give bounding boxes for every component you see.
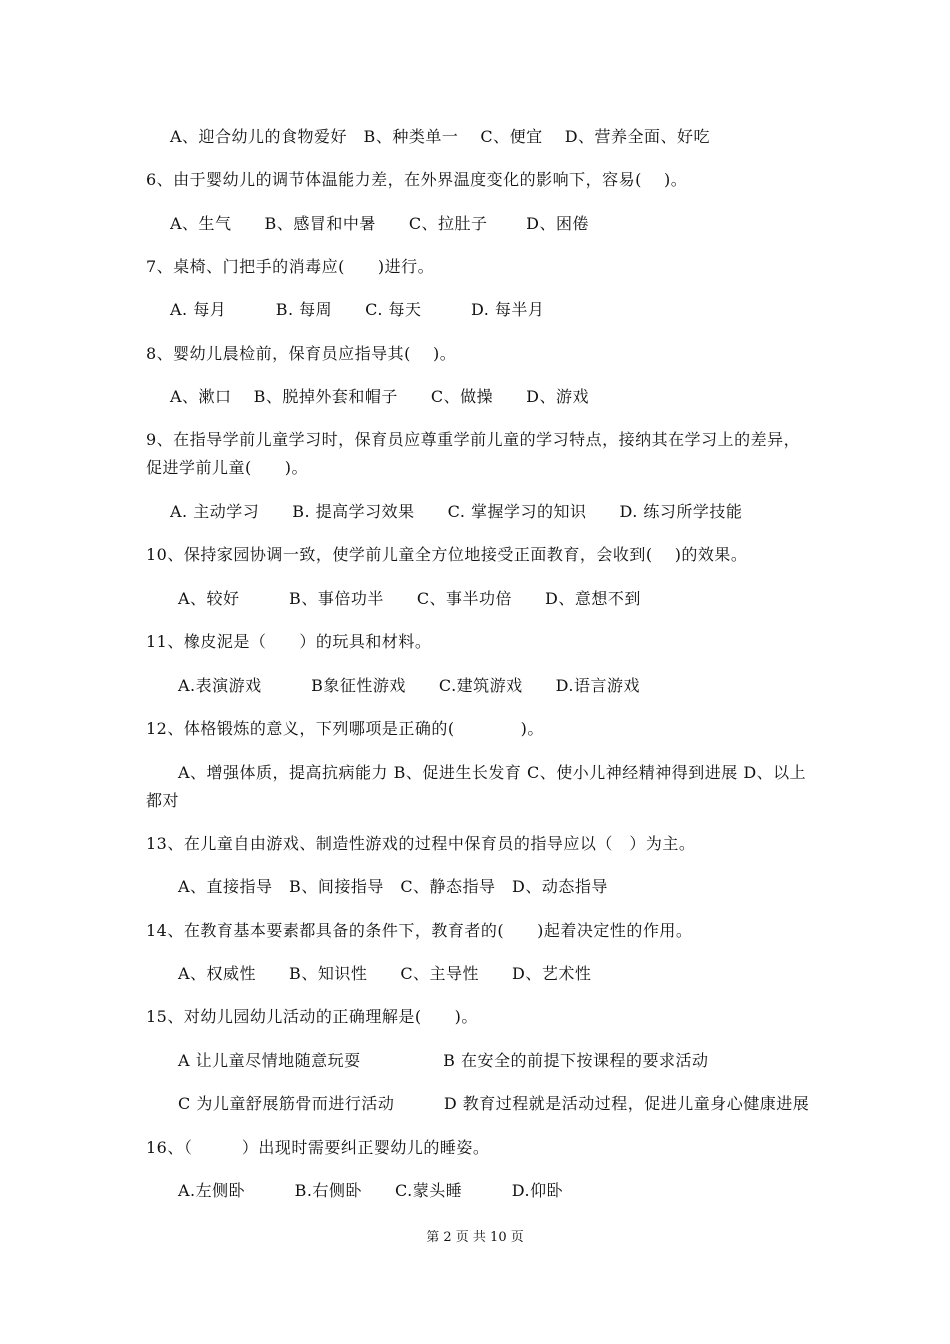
question-11-stem: 11、橡皮泥是（ ）的玩具和材料。 — [146, 632, 432, 651]
question-6-stem: 6、由于婴幼儿的调节体温能力差，在外界温度变化的影响下，容易( )。 — [146, 170, 688, 189]
question-13-stem: 13、在儿童自由游戏、制造性游戏的过程中保育员的指导应以（ ）为主。 — [146, 834, 696, 853]
question-12-options-line-2: 都对 — [146, 791, 180, 810]
question-15-options-line-1: A 让儿童尽情地随意玩耍 B 在安全的前提下按课程的要求活动 — [178, 1051, 709, 1070]
question-9-stem-line-1: 9、在指导学前儿童学习时，保育员应尊重学前儿童的学习特点，接纳其在学习上的差异， — [146, 430, 801, 449]
question-5-options: A、迎合幼儿的食物爱好 B、种类单一 C、便宜 D、营养全面、好吃 — [170, 127, 711, 146]
question-13-options: A、直接指导 B、间接指导 C、静态指导 D、动态指导 — [178, 877, 608, 896]
question-9-options: A. 主动学习 B. 提高学习效果 C. 掌握学习的知识 D. 练习所学技能 — [170, 502, 743, 521]
question-14-stem: 14、在教育基本要素都具备的条件下，教育者的( )起着决定性的作用。 — [146, 921, 693, 940]
question-16-stem: 16、（ ）出现时需要纠正婴幼儿的睡姿。 — [146, 1138, 490, 1157]
question-16-options: A.左侧卧 B.右侧卧 C.蒙头睡 D.仰卧 — [178, 1181, 564, 1200]
question-7-options: A. 每月 B. 每周 C. 每天 D. 每半月 — [170, 300, 545, 319]
question-8-stem: 8、婴幼儿晨检前，保育员应指导其( )。 — [146, 344, 457, 363]
question-11-options: A.表演游戏 B象征性游戏 C.建筑游戏 D.语言游戏 — [178, 676, 641, 695]
question-10-stem: 10、保持家园协调一致，使学前儿童全方位地接受正面教育，会收到( )的效果。 — [146, 545, 748, 564]
question-10-options: A、较好 B、事倍功半 C、事半功倍 D、意想不到 — [178, 589, 641, 608]
question-12-stem: 12、体格锻炼的意义，下列哪项是正确的( )。 — [146, 719, 544, 738]
question-8-options: A、漱口 B、脱掉外套和帽子 C、做操 D、游戏 — [170, 387, 589, 406]
page-number-footer: 第 2 页 共 10 页 — [426, 1230, 524, 1245]
question-12-options-line-1: A、增强体质，提高抗病能力 B、促进生长发育 C、使小儿神经精神得到进展 D、以上 — [178, 763, 807, 782]
question-14-options: A、权威性 B、知识性 C、主导性 D、艺术性 — [178, 964, 592, 983]
question-7-stem: 7、桌椅、门把手的消毒应( )进行。 — [146, 257, 435, 276]
question-15-stem: 15、对幼儿园幼儿活动的正确理解是( )。 — [146, 1007, 478, 1026]
question-9-stem-line-2: 促进学前儿童( )。 — [146, 458, 308, 477]
question-15-options-line-2: C 为儿童舒展筋骨而进行活动 D 教育过程就是活动过程，促进儿童身心健康进展 — [178, 1094, 810, 1113]
question-6-options: A、生气 B、感冒和中暑 C、拉肚子 D、困倦 — [170, 214, 589, 233]
